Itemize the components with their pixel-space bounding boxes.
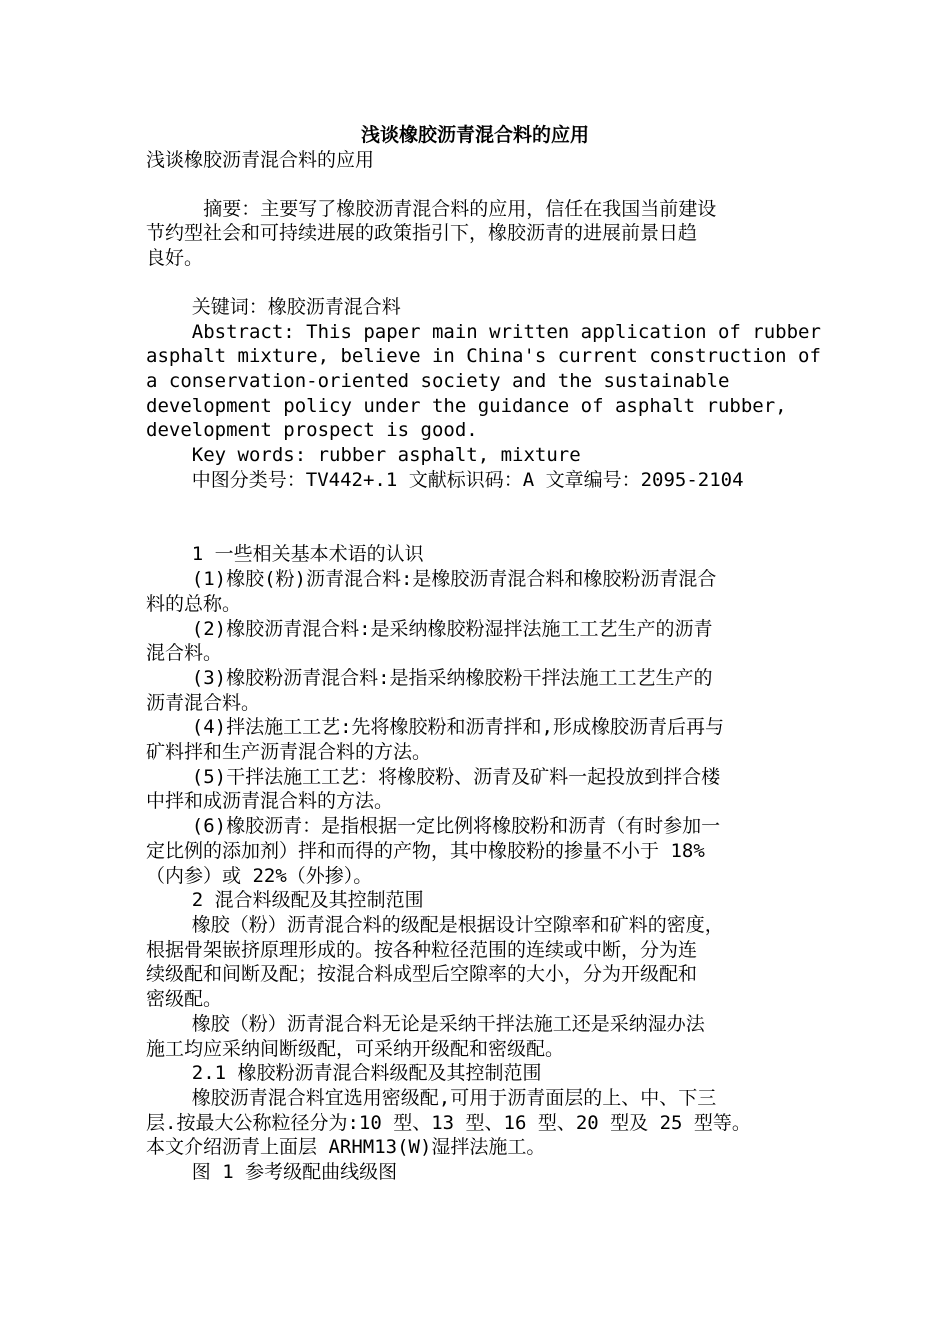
body-line: 料的总称。: [146, 592, 242, 615]
body-line: (5)干拌法施工工艺：将橡胶粉、沥青及矿料一起投放到拌合楼: [146, 765, 721, 788]
body-line: 2.1 橡胶粉沥青混合料级配及其控制范围: [146, 1062, 542, 1085]
body-line: (2)橡胶沥青混合料:是采纳橡胶粉湿拌法施工工艺生产的沥青: [146, 617, 713, 640]
body-line: 2 混合料级配及其控制范围: [146, 889, 424, 912]
body-line: 续级配和间断及配；按混合料成型后空隙率的大小，分为开级配和: [146, 963, 698, 986]
abstract-en-line: development policy under the guidance of asphalt rubber,: [146, 394, 787, 417]
body-line: 橡胶沥青混合料宜选用密级配,可用于沥青面层的上、中、下三: [146, 1086, 717, 1109]
abstract-cn-line: 良好。: [146, 247, 204, 270]
body-line: (1)橡胶(粉)沥青混合料:是橡胶沥青混合料和橡胶粉沥青混合: [146, 568, 717, 591]
body-line: 定比例的添加剂）拌和而得的产物，其中橡胶粉的掺量不小于 18%: [146, 839, 705, 862]
keywords-en: Key words: rubber asphalt, mixture: [146, 444, 581, 467]
abstract-en-line: development prospect is good.: [146, 419, 478, 442]
abstract-en-line: a conservation-oriented society and the sustainable: [146, 369, 730, 392]
abstract-en-line: Abstract: This paper main written application of rubber: [146, 320, 821, 343]
body-line: 层.按最大公称粒径分为:10 型、13 型、16 型、20 型及 25 型等。: [146, 1111, 751, 1134]
body-line: （内参）或 22%（外掺）。: [146, 864, 373, 887]
figure-caption: 图 1 参考级配曲线级图: [146, 1161, 398, 1184]
classification-line: 中图分类号：TV442+.1 文献标识码：A 文章编号：2095-2104: [146, 468, 744, 491]
body-line: 矿料拌和生产沥青混合料的方法。: [146, 741, 432, 764]
spacer: [146, 492, 806, 542]
document-body: [146, 148, 821, 1185]
spacer: [146, 173, 806, 197]
body-line: 混合料。: [146, 642, 223, 665]
document-subtitle: 浅谈橡胶沥青混合料的应用: [146, 149, 375, 171]
body-line: 中拌和成沥青混合料的方法。: [146, 790, 394, 813]
abstract-cn-line: 节约型社会和可持续进展的政策指引下，橡胶沥青的进展前景日趋: [146, 222, 698, 245]
abstract-en-line: asphalt mixture, believe in China's current construction of: [146, 345, 821, 368]
body-line: 沥青混合料。: [146, 691, 261, 714]
abstract-cn-line: 摘要：主要写了橡胶沥青混合料的应用，信任在我国当前建设: [146, 197, 717, 220]
keywords-cn: 关键词：橡胶沥青混合料: [146, 295, 401, 318]
document-title: 浅谈橡胶沥青混合料的应用: [360, 124, 589, 146]
body-line: 根据骨架嵌挤原理形成的。按各种粒径范围的连续或中断，分为连: [146, 938, 698, 961]
body-line: (4)拌法施工工艺:先将橡胶粉和沥青拌和,形成橡胶沥青后再与: [146, 716, 724, 739]
body-line: (6)橡胶沥青：是指根据一定比例将橡胶粉和沥青（有时参加一: [146, 815, 721, 838]
spacer: [146, 271, 806, 295]
body-line: 橡胶（粉）沥青混合料无论是采纳干拌法施工还是采纳湿办法: [146, 1012, 705, 1035]
body-line: (3)橡胶粉沥青混合料:是指采纳橡胶粉干拌法施工工艺生产的: [146, 666, 713, 689]
body-line: 密级配。: [146, 988, 223, 1011]
body-line: 施工均应采纳间断级配，可采纳开级配和密级配。: [146, 1037, 565, 1060]
body-line: 1 一些相关基本术语的认识: [146, 543, 424, 566]
body-line: 本文介绍沥青上面层 ARHM13(W)湿拌法施工。: [146, 1136, 546, 1159]
body-line: 橡胶（粉）沥青混合料的级配是根据设计空隙率和矿料的密度，: [146, 913, 724, 936]
